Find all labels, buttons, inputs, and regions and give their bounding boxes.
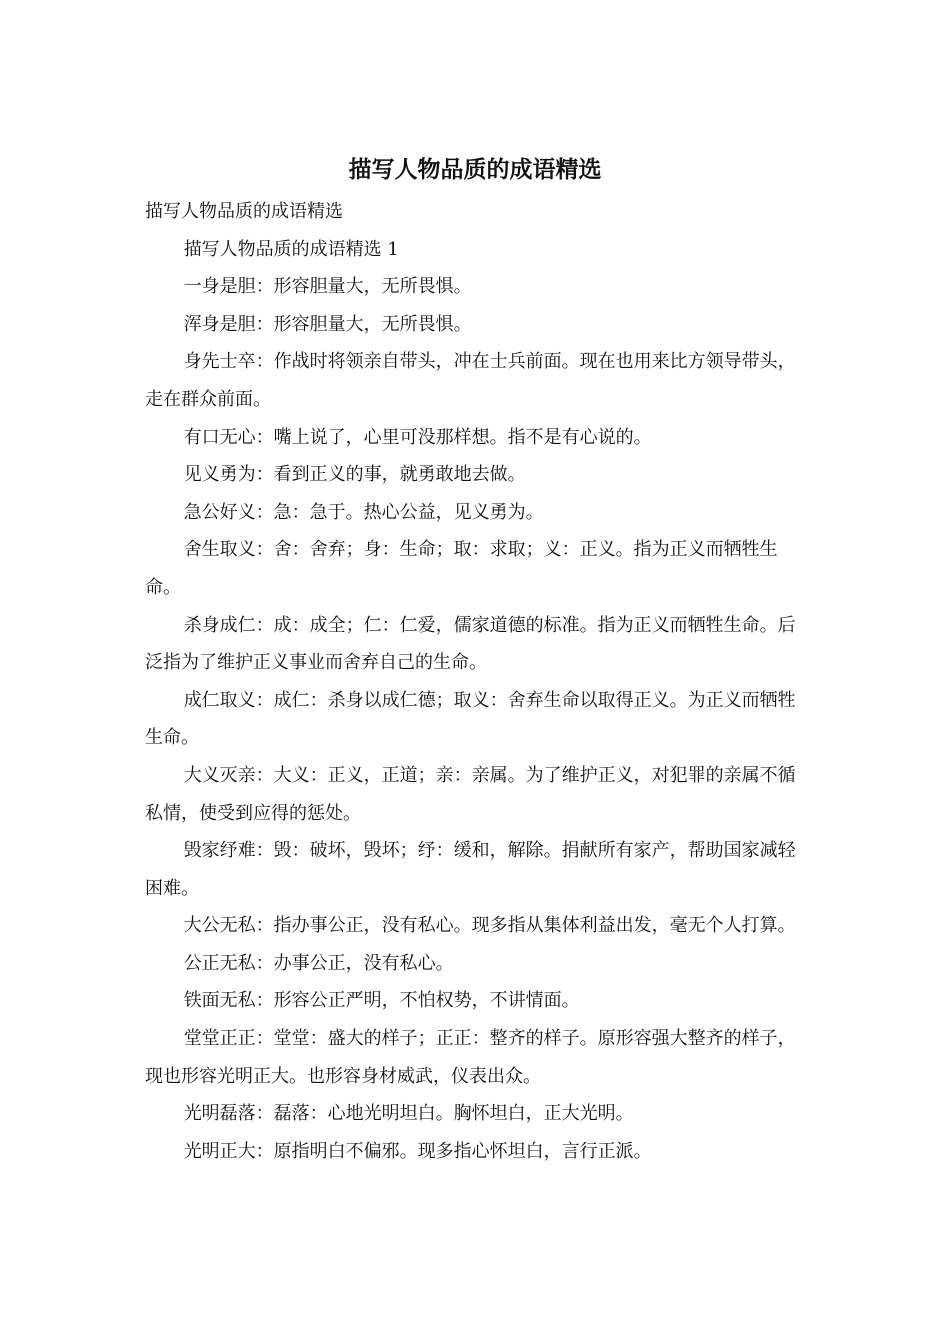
idiom-entry: 大公无私：指办事公正，没有私心。现多指从集体利益出发，毫无个人打算。 [183, 915, 796, 937]
idiom-entry: 一身是胆：形容胆量大，无所畏惧。 [183, 276, 472, 298]
idiom-entry: 堂堂正正：堂堂：盛大的样子；正正：整齐的样子。原形容强大整齐的样子，现也形容光明正大。也形容身材威武，仪表出众。 [145, 1028, 796, 1087]
idiom-entry: 杀身成仁：成：成全；仁：仁爱，儒家道德的标准。指为正义而牺牲生命。后泛指为了维护正义事业而舍弃自己的生命。 [145, 614, 796, 674]
idiom-entry: 浑身是胆：形容胆量大，无所畏惧。 [183, 313, 472, 335]
idiom-entry: 舍生取义：舍：舍弃；身：生命；取：求取；义：正义。指为正义而牺牲生命。 [145, 539, 778, 598]
idiom-entry: 铁面无私：形容公正严明，不怕权势，不讲情面。 [183, 990, 580, 1012]
idiom-entry: 有口无心：嘴上说了，心里可没那样想。指不是有心说的。 [183, 426, 652, 448]
idiom-entry: 公正无私：办事公正，没有私心。 [183, 952, 454, 974]
idiom-entry: 光明磊落：磊落：心地光明坦白。胸怀坦白，正大光明。 [183, 1103, 634, 1125]
idiom-entry: 大义灭亲：大义：正义，正道；亲：亲属。为了维护正义，对犯罪的亲属不循私情，使受到应得的惩处。 [145, 764, 796, 824]
section-heading: 描写人物品质的成语精选 1 [183, 238, 399, 260]
intro-paragraph: 描写人物品质的成语精选 [145, 201, 343, 222]
idiom-entry: 见义勇为：看到正义的事，就勇敢地去做。 [183, 464, 526, 486]
idiom-entry: 光明正大：原指明白不偏邪。现多指心怀坦白，言行正派。 [183, 1140, 652, 1162]
idiom-entry: 成仁取义：成仁：杀身以成仁德；取义：舍弃生命以取得正义。为正义而牺牲生命。 [145, 689, 796, 749]
document-title: 描写人物品质的成语精选 [348, 157, 602, 183]
idiom-entry: 身先士卒：作战时将领亲自带头，冲在士兵前面。现在也用来比方领导带头，走在群众前面。 [145, 351, 796, 410]
document-body [145, 193, 807, 1170]
idiom-entry: 急公好义：急：急于。热心公益，见义勇为。 [183, 501, 544, 523]
idiom-entry: 毁家纾难：毁：破坏，毁坏；纾：缓和，解除。捐献所有家产，帮助国家减轻困难。 [145, 840, 796, 899]
